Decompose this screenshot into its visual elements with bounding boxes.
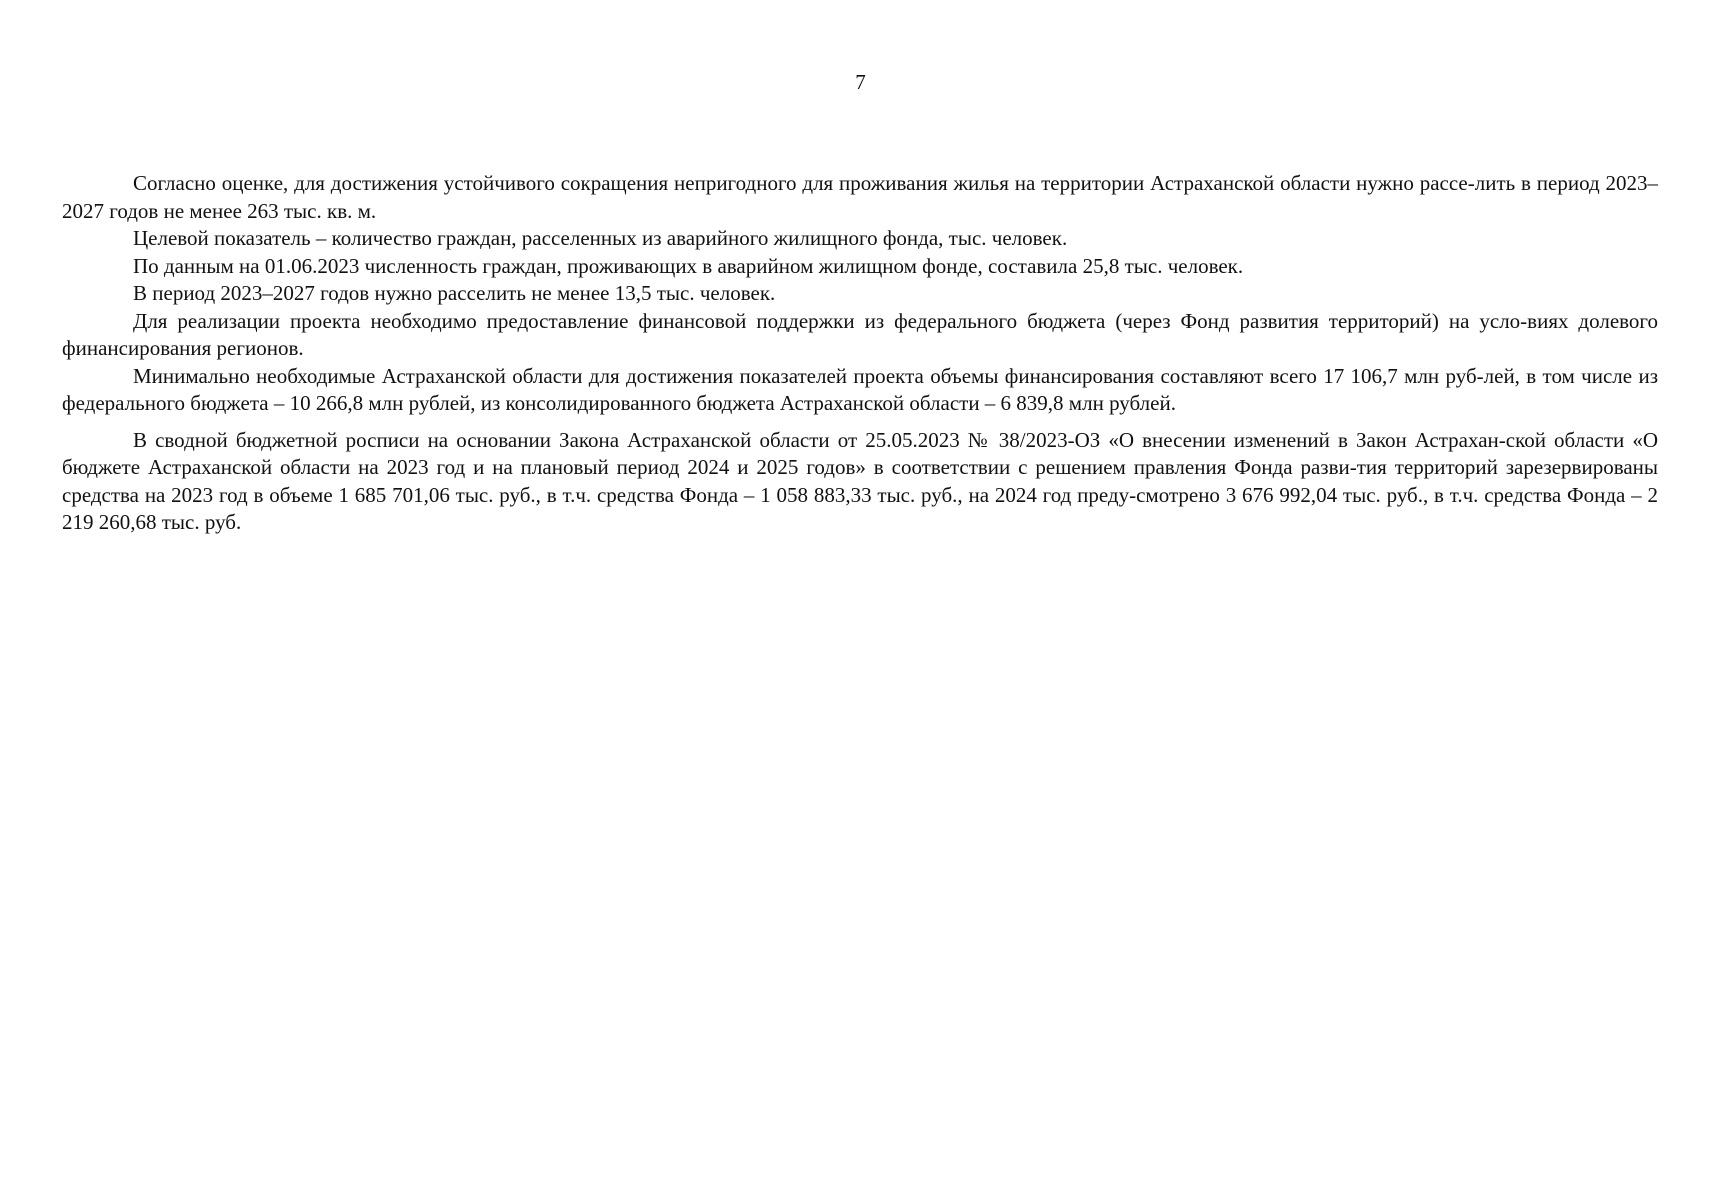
paragraph-resettlement-area: Согласно оценке, для достижения устойчивого сокращения непригодного для проживания жилья на территории Астраханской области нужно рассе-лить в период 2023–2027 годов не менее 263 тыс. кв. м. <box>62 171 1658 223</box>
paragraph-funding-volume: Минимально необходимые Астраханской области для достижения показателей проекта объемы финансирования составляют всего 17 106,7 млн руб-лей, в том числе из федерального бюджета – 10 266,8 млн рублей, из консолидированного бюджета Астраханской области – 6 839,8 млн рублей. <box>62 363 1658 415</box>
paragraph-resettlement-people: В период 2023–2027 годов нужно расселить не менее 13,5 тыс. человек. <box>133 281 776 305</box>
paragraph-financial-support: Для реализации проекта необходимо предоставление финансовой поддержки из федерального бюджета (через Фонд развития территорий) на усло-виях долевого финансирования регионов. <box>62 308 1658 360</box>
paragraph-current-residents: По данным на 01.06.2023 численность граждан, проживающих в аварийном жилищном фонде, составила 25,8 тыс. человек. <box>133 253 1244 278</box>
document-body <box>62 170 1658 537</box>
paragraph-budget-law: В сводной бюджетной росписи на основании Закона Астраханской области от 25.05.2023 № 38/2023-ОЗ «О внесении изменений в Закон Астрахан-ской области «О бюджете Астраханской области на 2023 год и на плановый период 2024 и 2025 годов» в соответствии с решением правления Фонда разви-тия территорий зарезервированы средства на 2023 год в объеме 1 685 701,06 тыс. руб., в т.ч. средства Фонда – 1 058 883,33 тыс. руб., на 2024 год преду-смотрено 3 676 992,04 тыс. руб., в т.ч. средства Фонда – 2 219 260,68 тыс. руб. <box>62 427 1658 534</box>
page-number: 7 <box>855 70 866 94</box>
paragraph-target-indicator: Целевой показатель – количество граждан, расселенных из аварийного жилищного фонда, тыс. человек. <box>133 226 1068 250</box>
